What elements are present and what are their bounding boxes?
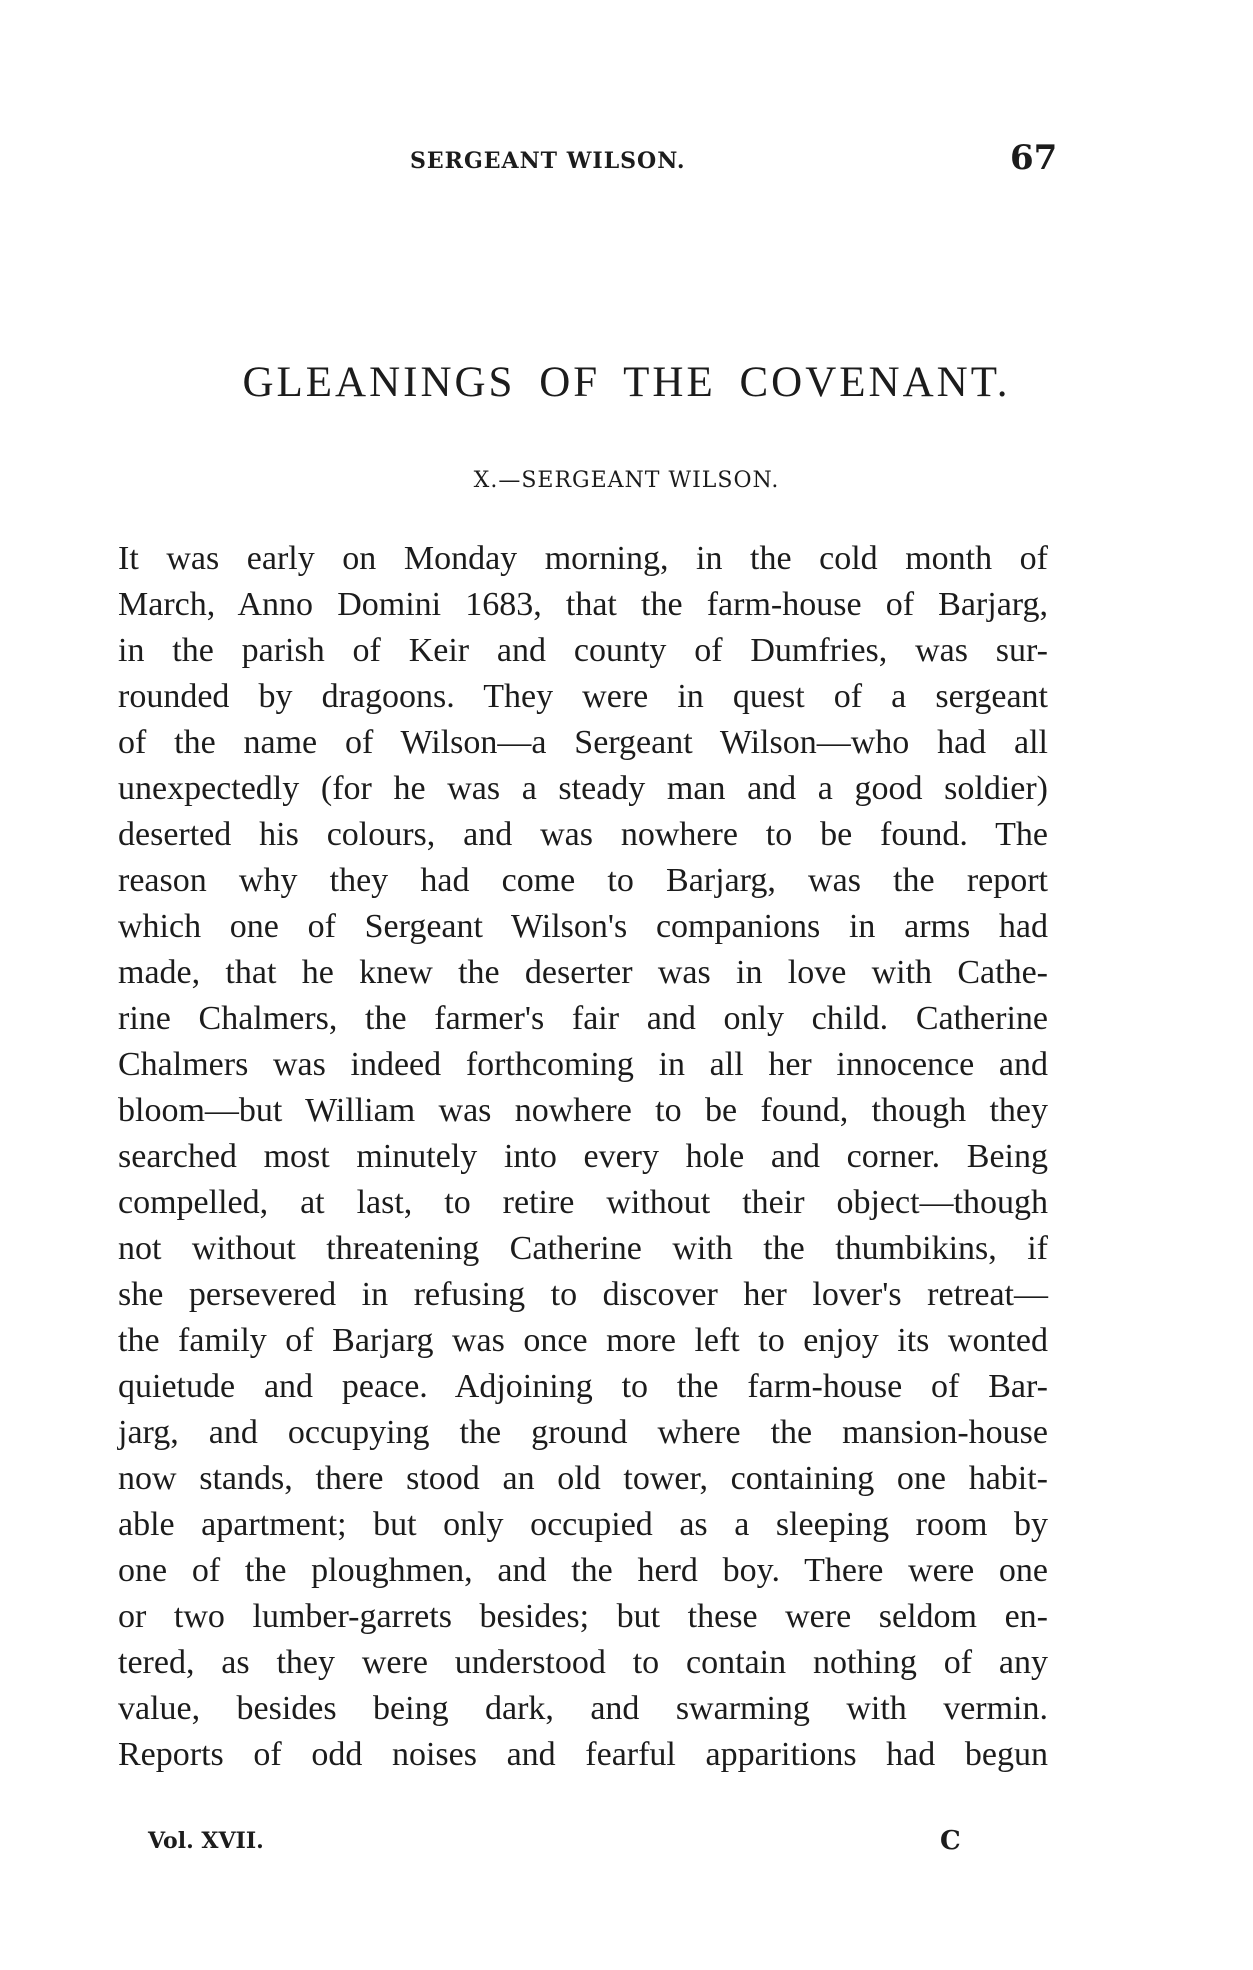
text-line: the family of Barjarg was once more left to enjoy its wonted	[118, 1322, 1048, 1359]
text-line: now stands, there stood an old tower, containing one habit-	[118, 1460, 1048, 1497]
signature-letter: C	[940, 1826, 961, 1856]
text-line: rounded by dragoons. They were in quest of a sergeant	[118, 678, 1048, 715]
signature-mark: Vol. XVII.	[148, 1828, 264, 1854]
text-line: jarg, and occupying the ground where the mansion-house	[118, 1414, 1048, 1451]
page-number: 67	[1010, 138, 1058, 178]
text-line: made, that he knew the deserter was in love with Cathe-	[118, 954, 1048, 991]
text-line: Reports of odd noises and fearful apparitions had begun	[118, 1736, 1048, 1773]
article-title: GLEANINGS OF THE COVENANT.	[242, 359, 1011, 406]
text-line: March, Anno Domini 1683, that the farm-house of Barjarg,	[118, 586, 1048, 623]
running-head: SERGEANT WILSON.	[410, 148, 686, 174]
text-line: she persevered in refusing to discover her lover's retreat—	[118, 1276, 1048, 1313]
text-line: unexpectedly (for he was a steady man and a good soldier)	[118, 770, 1048, 807]
text-line: able apartment; but only occupied as a sleeping room by	[118, 1506, 1048, 1543]
text-line: or two lumber-garrets besides; but these were seldom en-	[118, 1598, 1048, 1635]
text-line: not without threatening Catherine with the thumbikins, if	[118, 1230, 1048, 1267]
text-line: quietude and peace. Adjoining to the farm-house of Bar-	[118, 1368, 1048, 1405]
text-line: compelled, at last, to retire without their object—though	[118, 1184, 1048, 1221]
text-line: reason why they had come to Barjarg, was the report	[118, 862, 1048, 899]
text-line: rine Chalmers, the farmer's fair and only child. Catherine	[118, 1000, 1048, 1037]
text-line: which one of Sergeant Wilson's companions in arms had	[118, 908, 1048, 945]
text-line: of the name of Wilson—a Sergeant Wilson—who had all	[118, 724, 1048, 761]
text-line: in the parish of Keir and county of Dumfries, was sur-	[118, 632, 1048, 669]
text-line: tered, as they were understood to contain nothing of any	[118, 1644, 1048, 1681]
text-line: one of the ploughmen, and the herd boy. There were one	[118, 1552, 1048, 1589]
text-line: value, besides being dark, and swarming with vermin.	[118, 1690, 1048, 1727]
text-line: searched most minutely into every hole and corner. Being	[118, 1138, 1048, 1175]
article-subtitle: X.—SERGEANT WILSON.	[473, 468, 780, 493]
text-line: deserted his colours, and was nowhere to be found. The	[118, 816, 1048, 853]
text-line: bloom—but William was nowhere to be found, though they	[118, 1092, 1048, 1129]
body-text	[118, 536, 1048, 1778]
text-line: It was early on Monday morning, in the cold month of	[118, 540, 1048, 577]
text-line: Chalmers was indeed forthcoming in all her innocence and	[118, 1046, 1048, 1083]
